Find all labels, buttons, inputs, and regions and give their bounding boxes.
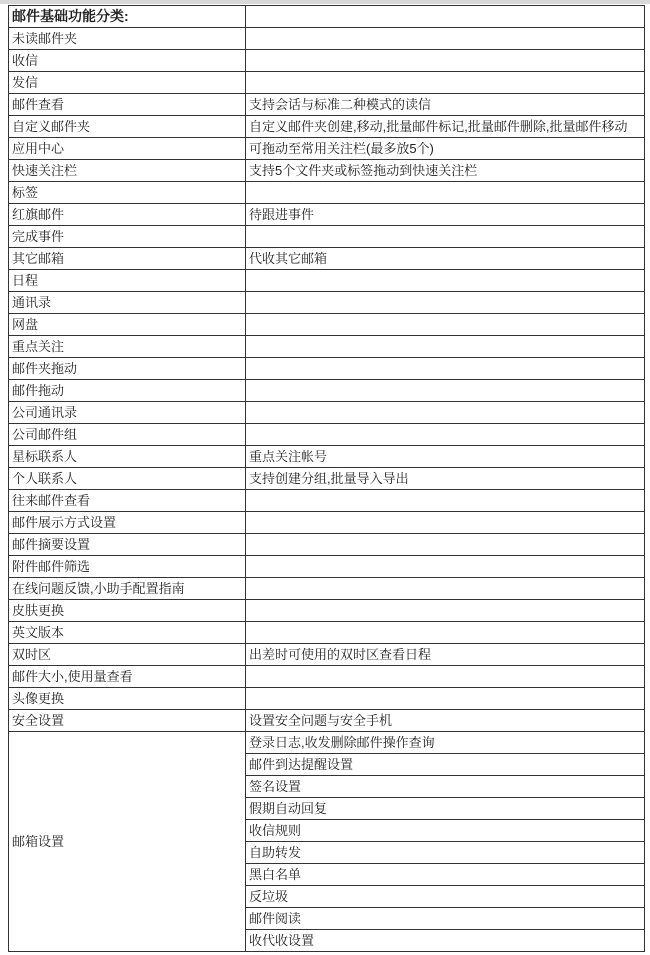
feature-cell: 收信: [9, 50, 246, 72]
feature-cell: 发信: [9, 72, 246, 94]
feature-cell: 往来邮件查看: [9, 490, 246, 512]
description-cell: [246, 182, 645, 204]
table-row: [9, 138, 645, 160]
description-cell: [246, 314, 645, 336]
feature-cell: 邮件查看: [9, 94, 246, 116]
table-row: [9, 534, 645, 556]
feature-cell: 标签: [9, 182, 246, 204]
description-cell: 可拖动至常用关注栏(最多放5个): [246, 138, 645, 160]
description-cell: 支持会话与标准二种模式的读信: [246, 94, 645, 116]
description-cell: [246, 556, 645, 578]
table-row: [9, 292, 645, 314]
feature-cell: 公司通讯录: [9, 402, 246, 424]
description-cell: 自定义邮件夹创建,移动,批量邮件标记,批量邮件删除,批量邮件移动: [246, 116, 645, 138]
table-row: [9, 600, 645, 622]
description-cell: [246, 578, 645, 600]
feature-cell: 完成事件: [9, 226, 246, 248]
description-cell: 反垃圾: [246, 886, 645, 908]
description-cell: [246, 490, 645, 512]
feature-cell: 日程: [9, 270, 246, 292]
description-cell: 重点关注帐号: [246, 446, 645, 468]
description-cell: 登录日志,收发删除邮件操作查询: [246, 732, 645, 754]
description-cell: 自助转发: [246, 842, 645, 864]
table-row: [9, 226, 645, 248]
feature-cell: 快速关注栏: [9, 160, 246, 182]
table-row: [9, 50, 645, 72]
table-row: [9, 116, 645, 138]
table-row: [9, 380, 645, 402]
feature-cell: 邮件大小,使用量查看: [9, 666, 246, 688]
table-row: [9, 402, 645, 424]
table-row: [9, 578, 645, 600]
table-row: [9, 446, 645, 468]
table-body: [9, 6, 645, 952]
description-cell: [246, 600, 645, 622]
table-row: [9, 160, 645, 182]
feature-table: [8, 5, 645, 952]
table-row: [9, 314, 645, 336]
description-cell: [246, 688, 645, 710]
description-cell: [246, 226, 645, 248]
table-row: [9, 732, 645, 754]
feature-cell: 邮件拖动: [9, 380, 246, 402]
description-cell: 收信规则: [246, 820, 645, 842]
feature-cell-merged: 邮箱设置: [9, 732, 246, 952]
table-row: [9, 182, 645, 204]
feature-cell: 头像更换: [9, 688, 246, 710]
description-cell: [246, 424, 645, 446]
feature-cell: 附件邮件筛选: [9, 556, 246, 578]
description-cell: [246, 622, 645, 644]
table-row: [9, 622, 645, 644]
description-cell: 代收其它邮箱: [246, 248, 645, 270]
feature-cell: 通讯录: [9, 292, 246, 314]
feature-cell: 其它邮箱: [9, 248, 246, 270]
feature-cell: 自定义邮件夹: [9, 116, 246, 138]
feature-cell: 双时区: [9, 644, 246, 666]
table-row: [9, 72, 645, 94]
description-cell: 出差时可使用的双时区查看日程: [246, 644, 645, 666]
description-cell: 邮件到达提醒设置: [246, 754, 645, 776]
table-row: [9, 358, 645, 380]
feature-cell: 英文版本: [9, 622, 246, 644]
table-row: [9, 710, 645, 732]
table-row: [9, 94, 645, 116]
description-cell: [246, 28, 645, 50]
description-cell: [246, 380, 645, 402]
table-row: [9, 666, 645, 688]
feature-cell: 网盘: [9, 314, 246, 336]
feature-cell: 在线问题反馈,小助手配置指南: [9, 578, 246, 600]
feature-cell: 未读邮件夹: [9, 28, 246, 50]
table-row: [9, 512, 645, 534]
feature-cell: 重点关注: [9, 336, 246, 358]
table-row: [9, 424, 645, 446]
description-cell: [246, 50, 645, 72]
feature-cell: 邮件夹拖动: [9, 358, 246, 380]
description-cell: 支持创建分组,批量导入导出: [246, 468, 645, 490]
description-cell: [246, 358, 645, 380]
feature-cell: 安全设置: [9, 710, 246, 732]
description-cell: 收代收设置: [246, 930, 645, 952]
description-cell: [246, 292, 645, 314]
description-cell: 设置安全问题与安全手机: [246, 710, 645, 732]
table-row: [9, 688, 645, 710]
feature-cell: 邮件摘要设置: [9, 534, 246, 556]
table-row: [9, 28, 645, 50]
description-cell: 待跟进事件: [246, 204, 645, 226]
table-header-row: [9, 6, 645, 28]
top-strip: [0, 0, 650, 4]
table-row: [9, 336, 645, 358]
table-row: [9, 204, 645, 226]
feature-cell: 个人联系人: [9, 468, 246, 490]
feature-cell: 皮肤更换: [9, 600, 246, 622]
description-cell: [246, 270, 645, 292]
description-cell: 邮件阅读: [246, 908, 645, 930]
description-cell: [246, 512, 645, 534]
table-row: [9, 644, 645, 666]
description-cell: [246, 666, 645, 688]
description-cell: [246, 402, 645, 424]
table-row: [9, 468, 645, 490]
description-cell: 支持5个文件夹或标签拖动到快速关注栏: [246, 160, 645, 182]
table-row: [9, 248, 645, 270]
feature-cell: 应用中心: [9, 138, 246, 160]
table-row: [9, 556, 645, 578]
feature-cell: 公司邮件组: [9, 424, 246, 446]
header-description-cell: [246, 6, 645, 28]
description-cell: [246, 72, 645, 94]
feature-cell: 邮件展示方式设置: [9, 512, 246, 534]
table-row: [9, 270, 645, 292]
table-title: 邮件基础功能分类:: [9, 6, 246, 28]
table-row: [9, 490, 645, 512]
feature-cell: 星标联系人: [9, 446, 246, 468]
description-cell: 假期自动回复: [246, 798, 645, 820]
description-cell: [246, 534, 645, 556]
description-cell: [246, 336, 645, 358]
description-cell: 签名设置: [246, 776, 645, 798]
feature-cell: 红旗邮件: [9, 204, 246, 226]
description-cell: 黑白名单: [246, 864, 645, 886]
